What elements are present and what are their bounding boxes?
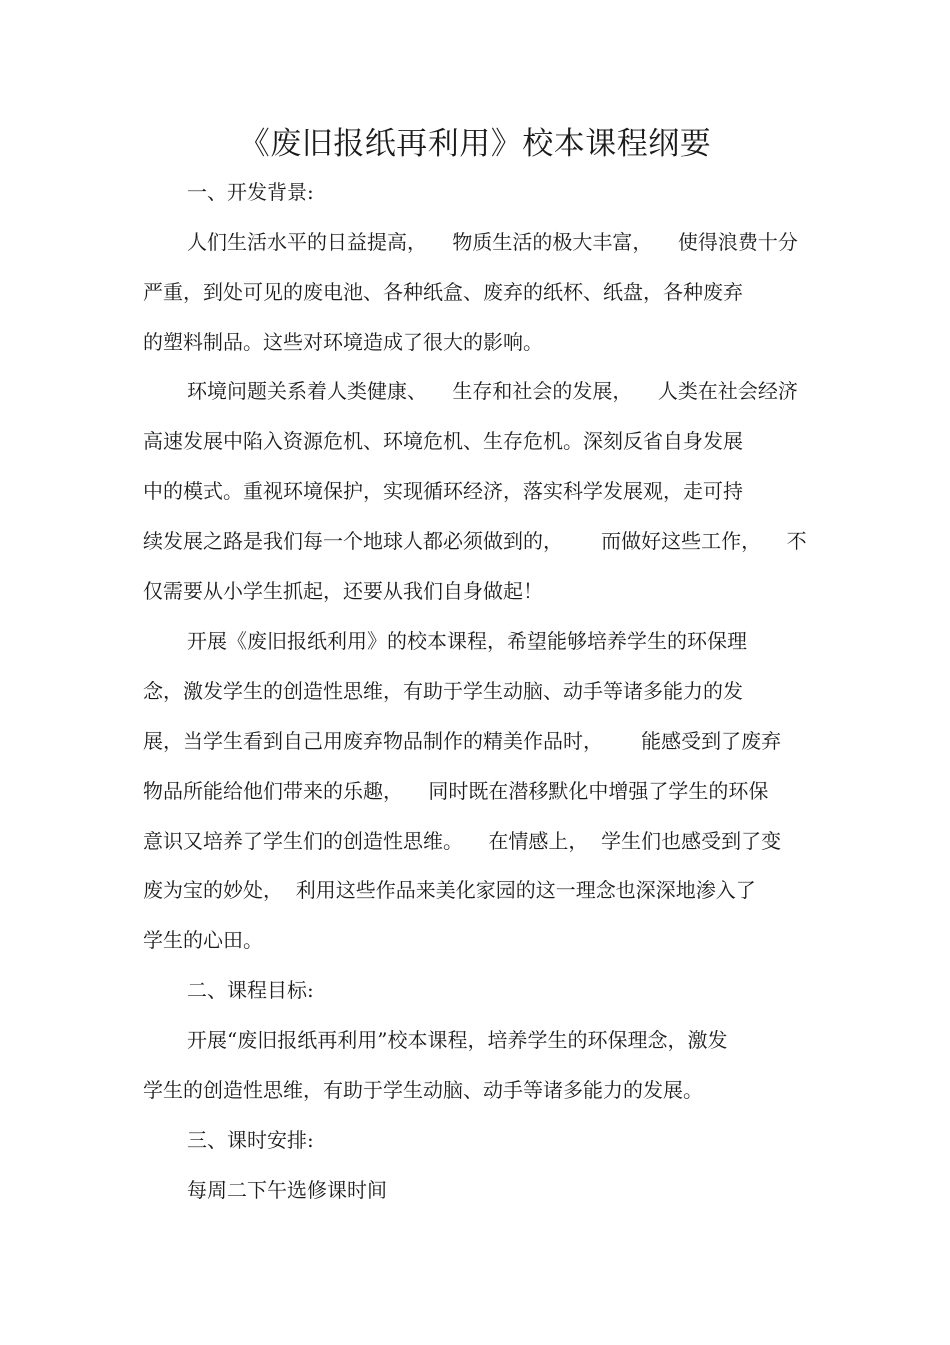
paragraph-line: 开展“废旧报纸再利用”校本课程，培养学生的环保理念，激发 [187,1028,728,1052]
paragraph-line: 中的模式。重视环境保护，实现循环经济，落实科学发展观，走可持 [143,479,743,503]
document-title: 《废旧报纸再利用》校本课程纲要 [238,126,712,162]
paragraph-line: 每周二下午选修课时间 [187,1178,387,1202]
paragraph-line: 人们生活水平的日益提高， 物质生活的极大丰富， 使得浪费十分 [187,230,798,254]
paragraph-line: 仅需要从小学生抓起，还要从我们自身做起！ [143,579,543,603]
paragraph-line: 念，激发学生的创造性思维，有助于学生动脑、动手等诸多能力的发 [143,679,743,703]
section-heading-goals: 二、课程目标: [187,978,314,1002]
paragraph-line: 环境问题关系着人类健康、 生存和社会的发展， 人类在社会经济 [187,379,798,403]
paragraph-line: 续发展之路是我们每一个地球人都必须做到的， 而做好这些工作， 不 [143,529,807,553]
paragraph-line: 的塑料制品。这些对环境造成了很大的影响。 [143,330,543,354]
section-heading-schedule: 三、课时安排: [187,1128,314,1152]
section-heading-background: 一、开发背景: [187,180,314,204]
paragraph-line: 开展《废旧报纸利用》的校本课程，希望能够培养学生的环保理 [187,629,747,653]
paragraph-line: 展，当学生看到自己用废弃物品制作的精美作品时， 能感受到了废弃 [143,729,782,753]
paragraph-line: 学生的创造性思维，有助于学生动脑、动手等诸多能力的发展。 [143,1078,703,1102]
paragraph-line: 高速发展中陷入资源危机、环境危机、生存危机。深刻反省自身发展 [143,429,743,453]
paragraph-line: 意识又培养了学生们的创造性思维。 在情感上， 学生们也感受到了变 [143,829,782,853]
paragraph-line: 学生的心田。 [143,928,263,952]
paragraph-line: 物品所能给他们带来的乐趣， 同时既在潜移默化中增强了学生的环保 [143,779,769,803]
paragraph-line: 严重，到处可见的废电池、各种纸盒、废弃的纸杯、纸盘，各种废弃 [143,280,743,304]
paragraph-line: 废为宝的妙处， 利用这些作品来美化家园的这一理念也深深地渗入了 [143,878,756,902]
